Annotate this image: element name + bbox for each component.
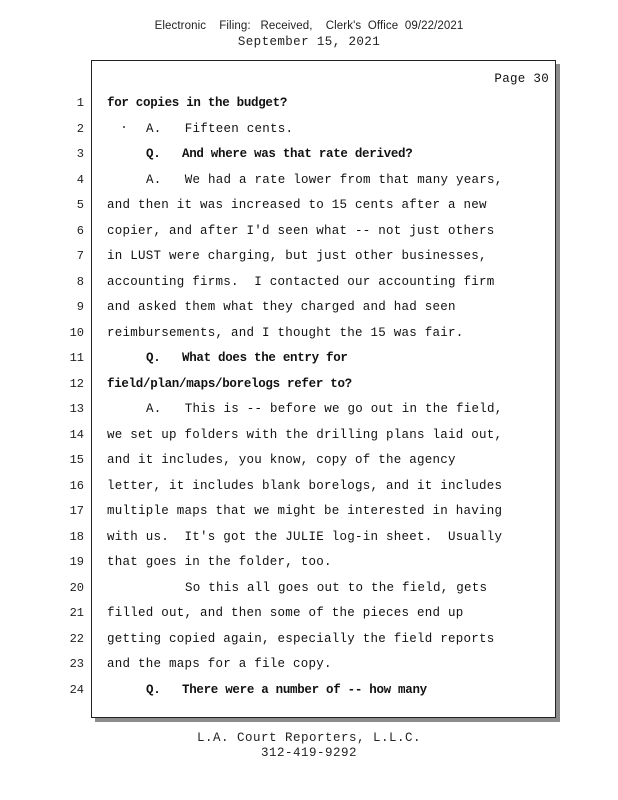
- line-number: 3: [76, 147, 84, 161]
- line-number: 5: [76, 198, 84, 212]
- line-text: Q. And where was that rate derived?: [146, 147, 413, 161]
- line-text: Q. There were a number of -- how many: [146, 682, 427, 697]
- line-number: 1: [76, 96, 84, 110]
- line-text: with us. It's got the JULIE log-in sheet. Usually: [107, 529, 503, 544]
- transcript-line: [0, 655, 618, 673]
- line-text: that goes in the folder, too.: [107, 555, 332, 569]
- line-number: 9: [76, 300, 84, 314]
- transcript-line: [0, 273, 618, 291]
- line-text: A. We had a rate lower from that many years,: [146, 172, 503, 187]
- transcript-line: [0, 477, 618, 495]
- line-text: field/plan/maps/borelogs refer to?: [107, 376, 352, 391]
- line-number: 24: [69, 682, 84, 697]
- line-number: 16: [69, 478, 84, 493]
- line-text: A. Fifteen cents.: [146, 121, 294, 136]
- transcript-line: [0, 630, 618, 648]
- reporter-phone: 312-419-9292: [260, 746, 357, 760]
- line-text: Q. What does the entry for: [146, 351, 348, 365]
- line-text: and asked them what they charged and had seen: [107, 300, 456, 314]
- line-number: 11: [69, 351, 84, 365]
- transcript-line: [0, 298, 618, 316]
- line-text: filled out, and then some of the pieces end up: [107, 606, 464, 620]
- line-text: copier, and after I'd seen what -- not just others: [107, 223, 495, 238]
- transcript-line: [0, 451, 618, 469]
- line-text: and it includes, you know, copy of the agency: [107, 453, 456, 467]
- stray-mark: [123, 126, 125, 128]
- transcript-line: [0, 94, 618, 112]
- transcript-line: [0, 247, 618, 265]
- transcript-line: [0, 375, 618, 393]
- transcript-line: [0, 196, 618, 214]
- line-number: 19: [69, 555, 84, 569]
- line-number: 6: [76, 223, 84, 238]
- transcript-line: [0, 604, 618, 622]
- line-number: 8: [76, 274, 84, 289]
- transcript-line: [0, 324, 618, 342]
- hearing-date: September 15, 2021: [237, 35, 381, 49]
- line-text: So this all goes out to the field, gets: [185, 580, 488, 595]
- line-text: reimbursements, and I thought the 15 was fair.: [107, 325, 464, 340]
- line-number: 2: [76, 121, 84, 136]
- line-number: 21: [69, 606, 84, 620]
- page-number: Page 30: [494, 72, 549, 86]
- line-number: 12: [69, 376, 84, 391]
- line-number: 18: [69, 529, 84, 544]
- transcript-line: [0, 222, 618, 240]
- transcript-line: [0, 120, 618, 138]
- line-text: multiple maps that we might be interested in having: [107, 504, 503, 518]
- line-number: 17: [69, 504, 84, 518]
- line-text: letter, it includes blank borelogs, and it includes: [107, 478, 503, 493]
- line-text: and then it was increased to 15 cents after a new: [107, 198, 487, 212]
- line-text: for copies in the budget?: [107, 96, 288, 110]
- filing-stamp: Electronic Filing: Received, Clerk's Office 09/22/2021: [154, 20, 464, 32]
- transcript-line: [0, 400, 618, 418]
- line-text: in LUST were charging, but just other businesses,: [107, 249, 487, 263]
- line-number: 4: [76, 172, 84, 187]
- line-text: A. This is -- before we go out in the field,: [146, 402, 503, 416]
- transcript-line: [0, 681, 618, 699]
- transcript-line: [0, 171, 618, 189]
- transcript-line: [0, 426, 618, 444]
- transcript-line: [0, 528, 618, 546]
- transcript-line: [0, 553, 618, 571]
- line-text: we set up folders with the drilling plans laid out,: [107, 427, 503, 442]
- line-number: 7: [76, 249, 84, 263]
- line-text: and the maps for a file copy.: [107, 657, 332, 671]
- line-number: 15: [69, 453, 84, 467]
- line-number: 22: [69, 631, 84, 646]
- transcript-line: [0, 579, 618, 597]
- transcript-line: [0, 145, 618, 163]
- line-number: 23: [69, 657, 84, 671]
- line-text: getting copied again, especially the field reports: [107, 631, 495, 646]
- transcript-line: [0, 349, 618, 367]
- line-number: 10: [69, 325, 84, 340]
- line-number: 20: [69, 580, 84, 595]
- transcript-line: [0, 502, 618, 520]
- line-number: 13: [69, 402, 84, 416]
- line-number: 14: [69, 427, 84, 442]
- line-text: accounting firms. I contacted our accounting firm: [107, 274, 495, 289]
- reporter-company: L.A. Court Reporters, L.L.C.: [196, 731, 422, 745]
